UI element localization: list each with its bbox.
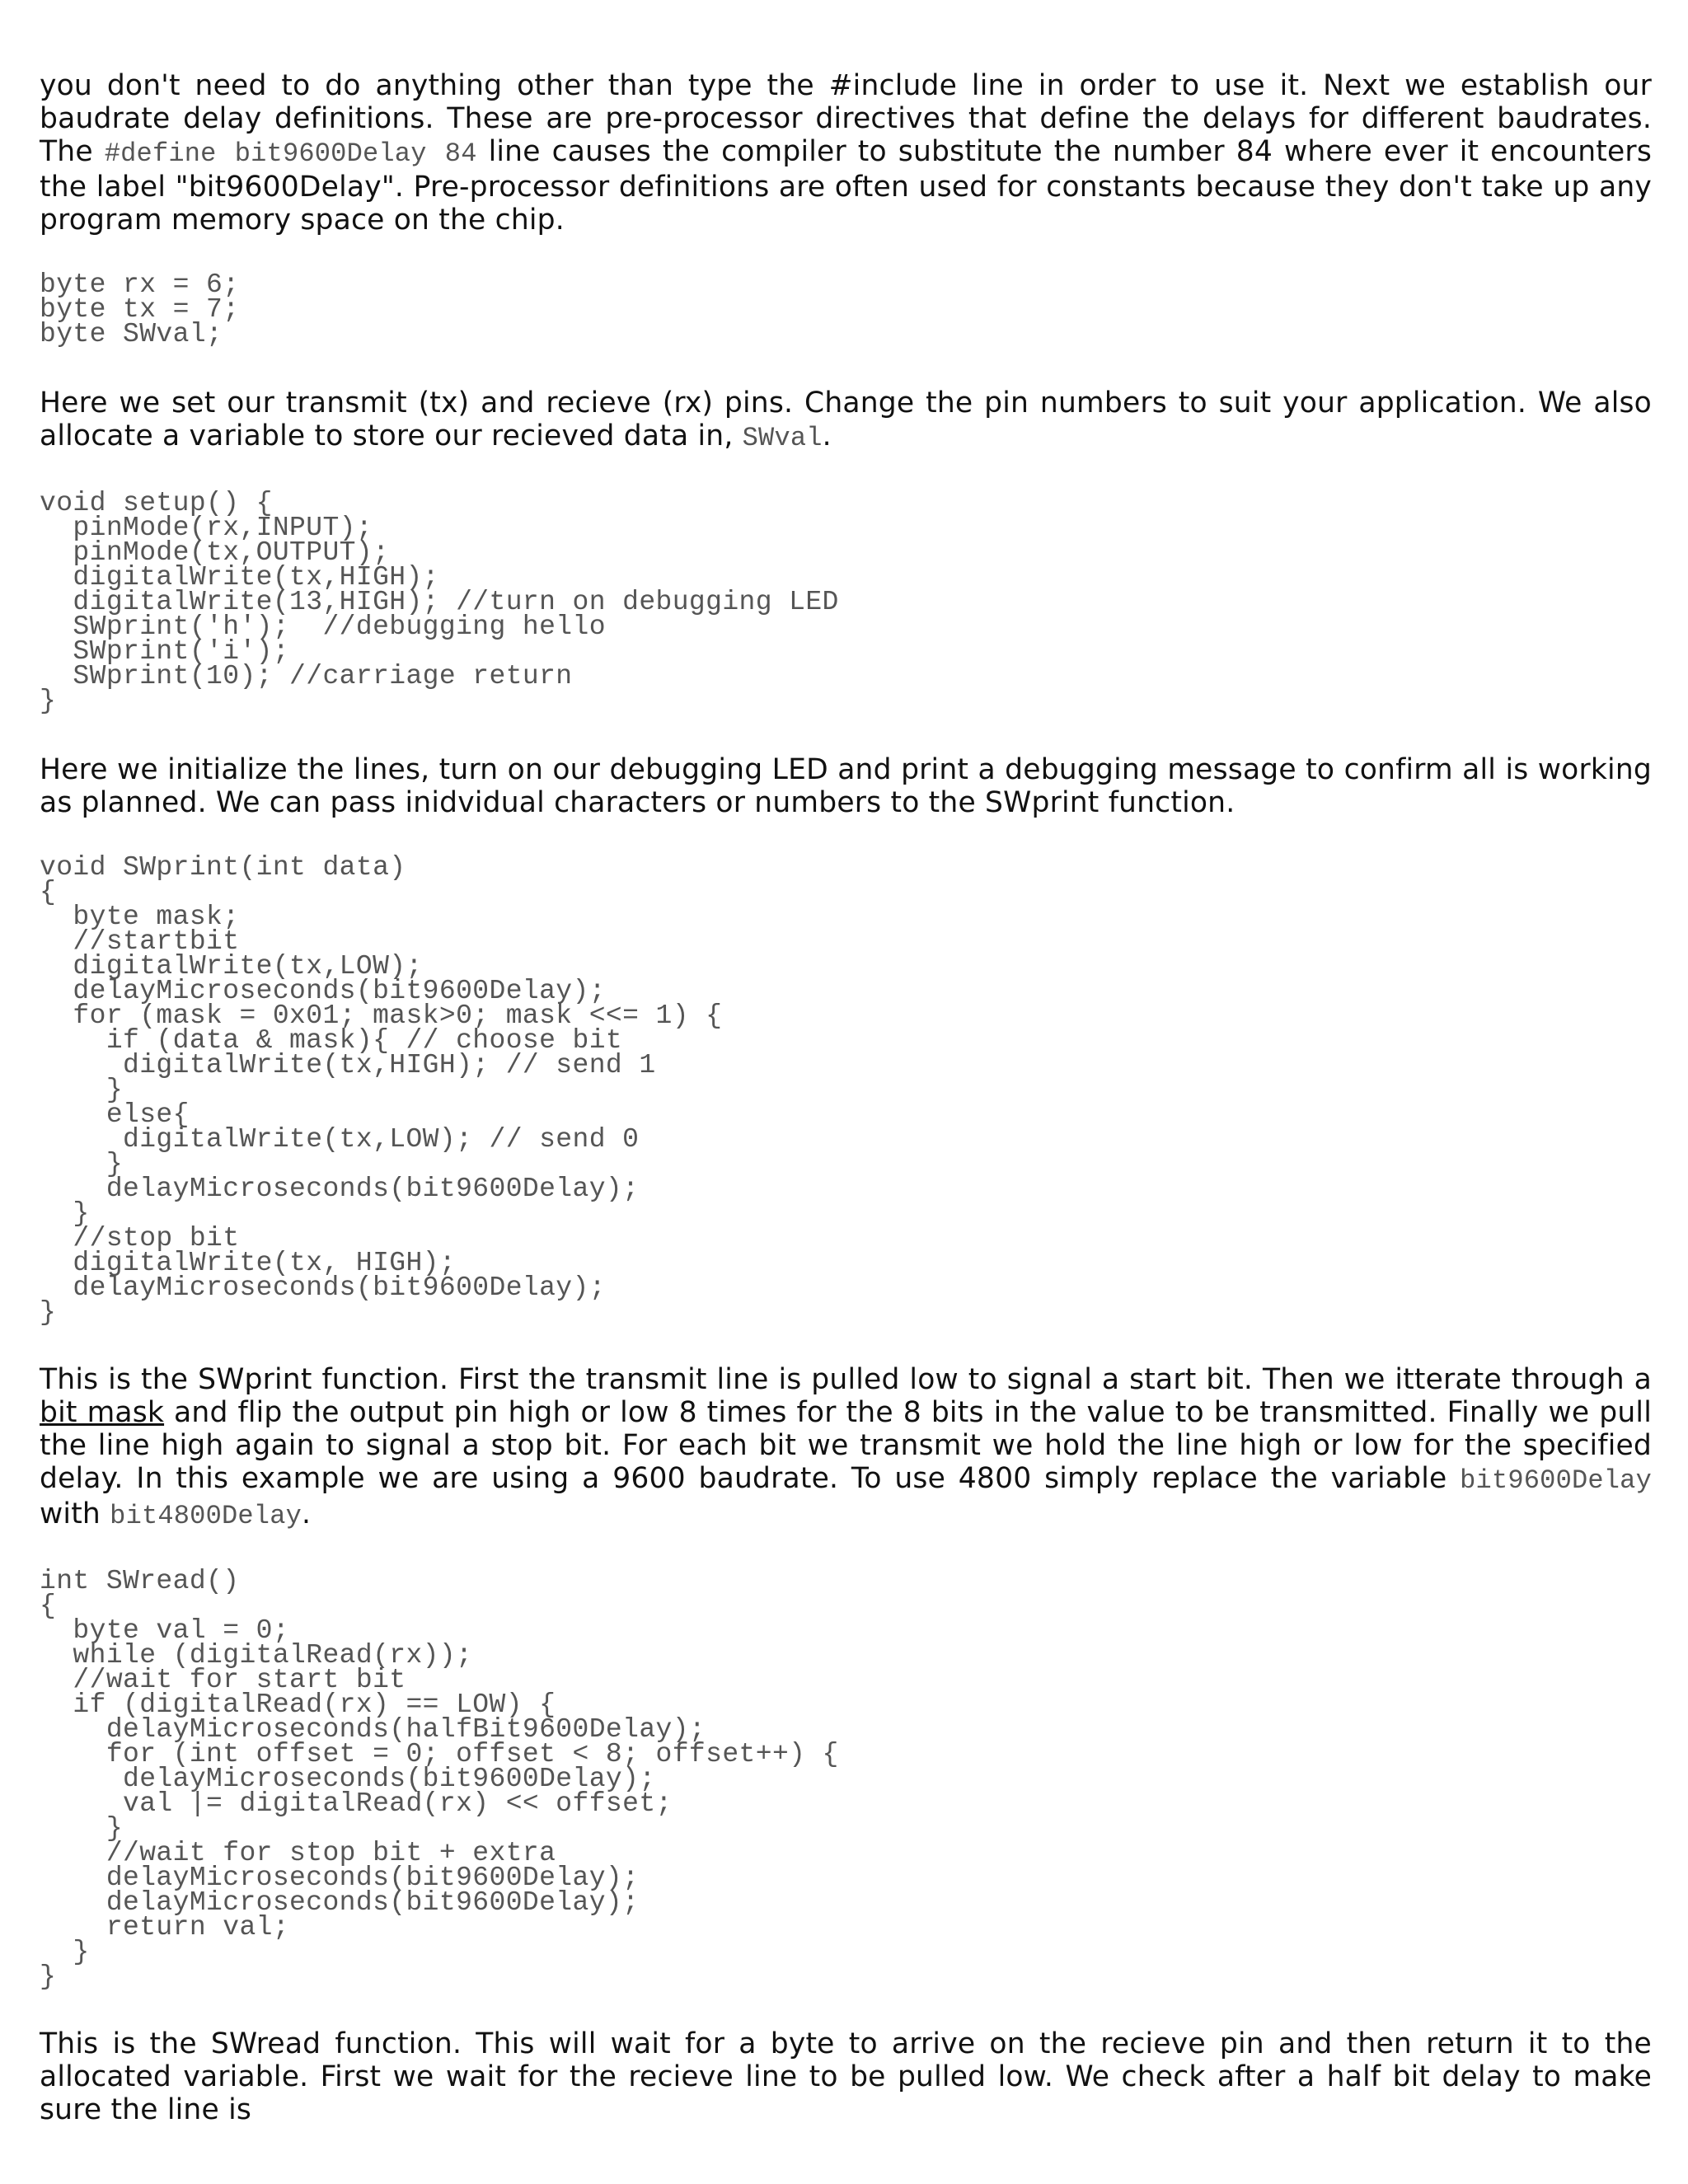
inline-code-bit4800delay: bit4800Delay [110, 1501, 302, 1531]
code-block-pin-variables: byte rx = 6; byte tx = 7; byte SWval; [40, 269, 240, 349]
paragraph-pins: Here we set our transmit (tx) and recieve (rx) pins. Change the pin numbers to suit your application. We also allocate a variable to store our recieved data in, SWval. [40, 387, 1652, 453]
paragraph-initialize: Here we initialize the lines, turn on our debugging LED and print a debugging message to confirm all is working as planned. We can pass inidvidual characters or numbers to the SWprint function. [40, 753, 1652, 819]
code-block-setup: void setup() { pinMode(rx,INPUT); pinMode(tx,OUTPUT); digitalWrite(tx,HIGH); digitalWrite(13,HIGH); //turn on debugging LED SWprint('h'); //debugging hello SWprint('i'); SWprint(10); //carriage return } [40, 488, 839, 716]
code-block-swprint: void SWprint(int data) { byte mask; //startbit digitalWrite(tx,LOW); delayMicroseconds(bit9600Delay); for (mask = 0x01; mask>0; mask <<= 1) { if (data & mask){ // choose bit digitalWrite(tx,HIGH); // send 1 } else{ digitalWrite(tx,LOW); // send 0 } delayMicroseconds(bit9600Delay); } //stop bit digitalWrite(tx, HIGH); delayMicroseconds(bit9600Delay); } [40, 852, 723, 1328]
inline-code-swval: SWval [742, 423, 823, 453]
code-block-swread: int SWread() { byte val = 0; while (digitalRead(rx)); //wait for start bit if (digitalRead(rx) == LOW) { delayMicroseconds(halfBit9600Delay); for (int offset = 0; offset < 8; offset++) { delayMicroseconds(bit9600Delay); val |= digitalRead(rx) << offset; } //wait for stop bit + extra delayMicroseconds(bit9600Delay); delayMicroseconds(bit9600Delay); return val; } } [40, 1566, 839, 1992]
inline-code-bit9600delay: bit9600Delay [1460, 1465, 1652, 1496]
inline-code-define: #define bit9600Delay 84 [104, 138, 477, 169]
paragraph-swread: This is the SWread function. This will wait for a byte to arrive on the recieve pin and then return it to the allocated variable. First we wait for the recieve line to be pulled low. We check after a half bit delay to make sure the line is [40, 2027, 1652, 2126]
paragraph-swprint: This is the SWprint function. First the transmit line is pulled low to signal a start bit. Then we itterate through a bit mask and flip the output pin high or low 8 times for the 8 bits in the value to be transmitted. Finally we pull the line high again to signal a stop bit. For each bit we transmit we hold the line high or low for the specified delay. In this example we are using a 9600 baudrate. To use 4800 simply replace the variable bit9600Delay with bit4800Delay. [40, 1363, 1653, 1531]
document-page [40, 69, 1652, 2126]
bit-mask-link[interactable]: bit mask [40, 1396, 165, 1429]
paragraph-baudrate-definitions: you don't need to do anything other than type the #include line in order to use it. Next we establish our baudrate delay definitions. These are pre-processor directives that define the delays for different baudrates. The #define bit9600Delay 84 line causes the compiler to substitute the number 84 where ever it encounters the label "bit9600Delay". Pre-processor definitions are often used for constants because they don't take up any program memory space on the chip. [40, 69, 1652, 237]
